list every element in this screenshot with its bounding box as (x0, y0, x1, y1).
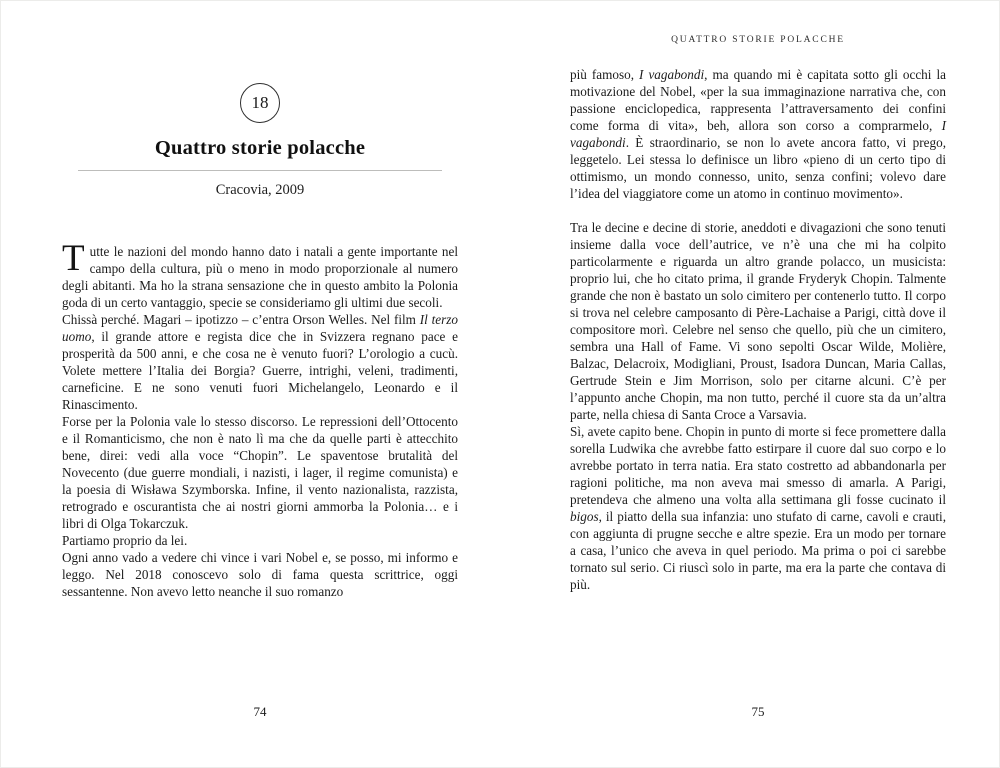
chapter-number-badge (240, 83, 280, 123)
body-text-right (570, 66, 946, 593)
body-text-left (62, 238, 458, 600)
paragraph: Forse per la Polonia vale lo stesso discorso. Le repressioni dell’Ottocento e il Romanticismo, che non è nato lì ma che da quelle parti è attecchito bene, direi: vedi alla voce “Chopin”. Le spaventose brutalità del Novecento (due guerre mondiali, i nazisti, i lager, il regime comunista) e la poesia di Wisława Szymborska. Infine, il vento nazionalista, razzista, retrogrado e oscurantista che ai nostri giorni ammorba la Polonia… e i libri di Olga Tokarczuk. (62, 414, 458, 531)
page-number-right: 75 (751, 704, 765, 719)
paragraph: Partiamo proprio da lei. (62, 533, 188, 548)
running-head: QUATTRO STORIE POLACCHE (671, 35, 845, 45)
page-number-left: 74 (253, 704, 267, 719)
paragraph: Tra le decine e decine di storie, aneddoti e divagazioni che sono tenuti insieme dalla voce dell’autrice, ve n’è una che mi ha colpito particolarmente e riguarda un altro grande polacco, un musicista: proprio lui, che ho citato prima, il grande Fryderyk Chopin. Talmente grande che non è bastato un solo cimitero per contenerlo tutto. Il corpo si trova nel celebre camposanto di Père-Lachaise a Parigi, città dove il compositore morì. Celebre nel senso che quello, più che un cimitero, sembra una Hall of Fame. Vi sono sepolti Oscar Wilde, Molière, Balzac, Delacroix, Modigliani, Proust, Isadora Duncan, Maria Callas, Gertrude Stein e Jim Morrison, solo per citarne alcuni. C’è per l’appunto anche Chopin, ma non tutto, perché il cuore sta da un’altra parte, nella chiesa di Santa Croce a Varsavia. (570, 220, 946, 422)
page-right (570, 0, 946, 768)
chapter-header (62, 83, 458, 199)
paragraph: Sì, avete capito bene. Chopin in punto di morte si fece promettere dalla sorella Ludwika che avrebbe fatto estirpare il cuore dal suo corpo e lo avrebbe portato in terra natia. Era stato costretto ad abbandonarla per ragioni politiche, ma non aveva mai smesso di amarla. A Parigi, pretendeva che almeno una volta alla settimana gli fosse cucinato il bigos, il piatto della sua infanzia: uno stufato di carne, cavoli e crauti, con aggiunta di prugne secche e altre spezie. Era un modo per tornare a casa, l’unico che aveva in quel periodo. Ma prima o poi ci sarebbe tornato sul serio. Ci riuscì solo in parte, ma era la parte che contava di più. (570, 424, 946, 592)
paragraph: Ogni anno vado a vedere chi vince i vari Nobel e, se posso, mi informo e leggo. Nel 2018 conoscevo solo di fama questa scrittrice, oggi sessantenne. Non avevo letto neanche il suo romanzo (62, 550, 458, 599)
title-divider (78, 170, 442, 171)
chapter-title: Quattro storie polacche (154, 137, 366, 159)
drop-cap: T (62, 238, 85, 279)
chapter-number: 18 (251, 93, 269, 112)
paragraph: più famoso, I vagabondi, ma quando mi è capitata sotto gli occhi la motivazione del Nobel, «per la sua immaginazione narrativa che, con passione enciclopedica, rappresenta l’attraversamento dei confini come forma di vita», beh, allora son corso a comprarmelo, I vagabondi. È straordinario, se non lo avete ancora fatto, vi prego, leggetelo. Lei stessa lo definisce un libro «pieno di un certo tipo di ottimismo, un mondo connesso, unito, senza confini; volevo dare l’idea del viaggiatore come un atomo in continuo movimento». (570, 67, 946, 201)
paragraph-text: utte le nazioni del mondo hanno dato i natali a gente importante nel campo della cultura, più o meno in modo proporzionale al numero degli abitanti. Ma ho la strana sensazione che in questo ambito la Polonia goda di un certo vantaggio, specie se consideriamo gli ultimi due secoli. (62, 244, 458, 310)
page-left (62, 0, 458, 768)
chapter-subtitle: Cracovia, 2009 (215, 182, 305, 198)
paragraph-dropcap (62, 238, 458, 311)
paragraph: Chissà perché. Magari – ipotizzo – c’entra Orson Welles. Nel film Il terzo uomo, il grande attore e regista dice che in Svizzera regnano pace e prosperità da 500 anni, e che cosa ne è venuto fuori? L’orologio a cucù. Volete mettere l’Italia dei Borgia? Guerre, intrighi, veleni, tradimenti, carneficine. E ne sono venuti fuori Michelangelo, Leonardo e il Rinascimento. (62, 312, 458, 412)
